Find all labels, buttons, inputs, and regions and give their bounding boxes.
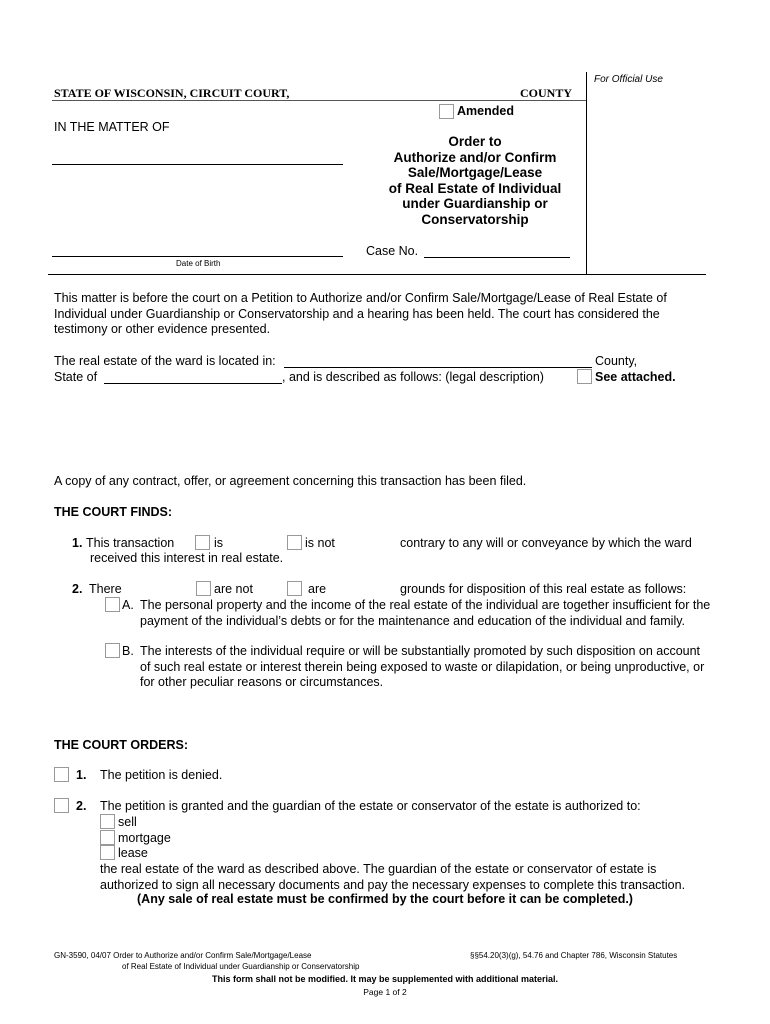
county-line[interactable]	[284, 367, 592, 368]
matter-name-line[interactable]	[52, 164, 343, 165]
order-2-line: the real estate of the ward as described above. The guardian of the estate or conservator of estate is	[100, 862, 657, 876]
title-line: of Real Estate of Individual	[388, 180, 562, 196]
intro-line: testimony or other evidence presented.	[54, 322, 271, 336]
document-title	[370, 134, 580, 228]
intro-line: This matter is before the court on a Petition to Authorize and/or Confirm Sale/Mortgage/Lease of Real Estate of	[54, 291, 667, 305]
statutes: §§54.20(3)(g), 54.76 and Chapter 786, Wisconsin Statutes	[470, 951, 678, 960]
order-2-number: 2.	[76, 799, 87, 813]
court-finds-heading: THE COURT FINDS:	[54, 505, 173, 519]
mortgage-checkbox[interactable]	[100, 830, 115, 845]
sell-label: sell	[118, 815, 137, 829]
finding-2-tail: grounds for disposition of this real estate as follows:	[400, 582, 687, 596]
case-no-line[interactable]	[424, 257, 570, 258]
county-label: COUNTY	[520, 86, 573, 100]
ground-a-text	[140, 598, 710, 629]
ground-a-checkbox[interactable]	[105, 597, 120, 612]
ground-b-label: B.	[122, 644, 134, 658]
official-use-divider	[586, 72, 587, 274]
form-id	[54, 950, 359, 972]
modification-notice: This form shall not be modified. It may be supplemented with additional material.	[211, 974, 559, 984]
see-attached-label: See attached.	[595, 370, 676, 384]
amended-checkbox[interactable]	[439, 104, 454, 119]
court-label: STATE OF WISCONSIN, CIRCUIT COURT,	[54, 86, 290, 100]
order-1-text: The petition is denied.	[100, 768, 223, 782]
ground-a-line: payment of the individual’s debts or for the maintenance and education of the individual and family.	[140, 613, 686, 628]
are-checkbox[interactable]	[287, 581, 302, 596]
title-line: under Guardianship or	[402, 196, 548, 212]
ground-b-text	[140, 644, 704, 691]
ground-b-line: of such real estate or interest therein being exposed to waste or dilapidation, or being unproductive, or	[140, 659, 705, 674]
are-not-label: are not	[214, 582, 253, 596]
page-number: Page 1 of 2	[363, 987, 407, 997]
order-1-number: 1.	[76, 768, 87, 782]
ground-b-line: The interests of the individual require or will be substantially promoted by such disposition on account	[140, 644, 701, 658]
case-no-label: Case No.	[366, 244, 419, 258]
ground-b-line: for other peculiar reasons or circumstances.	[140, 675, 384, 689]
court-orders-heading: THE COURT ORDERS:	[54, 738, 189, 752]
dob-label: Date of Birth	[176, 259, 221, 268]
sell-checkbox[interactable]	[100, 814, 115, 829]
court-underline	[52, 100, 586, 101]
order-1-checkbox[interactable]	[54, 767, 69, 782]
dob-line[interactable]	[52, 256, 343, 257]
location-prefix: The real estate of the ward is located in:	[54, 354, 276, 368]
order-2-checkbox[interactable]	[54, 798, 69, 813]
title-line: Sale/Mortgage/Lease	[407, 165, 543, 181]
copy-filed-text: A copy of any contract, offer, or agreement concerning this transaction has been filed.	[54, 474, 527, 488]
title-line: Authorize and/or Confirm	[393, 149, 557, 165]
finding-2-lead: There	[89, 582, 122, 596]
order-2-body	[100, 862, 685, 893]
title-line: Order to	[448, 134, 502, 149]
see-attached-checkbox[interactable]	[577, 369, 592, 384]
is-label: is	[214, 536, 224, 550]
confirmation-notice: (Any sale of real estate must be confirmed by the court before it can be completed.)	[137, 892, 633, 906]
are-label: are	[308, 582, 327, 596]
form-id-line: of Real Estate of Individual under Guardianship or Conservatorship	[122, 962, 360, 971]
mortgage-label: mortgage	[118, 831, 171, 845]
ground-a-line: The personal property and the income of the real estate of the individual are together insufficient for the	[140, 598, 711, 612]
finding-1-lead: This transaction	[86, 536, 175, 550]
is-not-label: is not	[305, 536, 335, 550]
header-bottom-rule	[48, 274, 706, 275]
legal-desc-label: , and is described as follows: (legal description)	[282, 370, 544, 384]
amended-label: Amended	[457, 104, 514, 118]
ground-a-label: A.	[122, 598, 134, 612]
lease-label: lease	[118, 846, 148, 860]
lease-checkbox[interactable]	[100, 845, 115, 860]
county-suffix: County,	[595, 354, 638, 368]
finding-1-line2: received this interest in real estate.	[90, 551, 284, 565]
finding-2-number: 2.	[72, 582, 83, 596]
state-line[interactable]	[104, 383, 282, 384]
finding-1-number: 1.	[72, 536, 83, 550]
intro-paragraph	[54, 291, 667, 338]
finding-1-tail: contrary to any will or conveyance by which the ward	[400, 536, 692, 550]
intro-line: Individual under Guardianship or Conservatorship and a hearing has been held. The court has considered the	[54, 306, 660, 321]
in-matter-label: IN THE MATTER OF	[54, 120, 170, 134]
official-use-label: For Official Use	[594, 74, 663, 85]
ground-b-checkbox[interactable]	[105, 643, 120, 658]
order-2-text: The petition is granted and the guardian of the estate or conservator of the estate is authorized to:	[100, 799, 641, 813]
is-not-checkbox[interactable]	[287, 535, 302, 550]
order-2-line: authorized to sign all necessary documents and pay the necessary expenses to complete this transaction.	[100, 877, 686, 892]
are-not-checkbox[interactable]	[196, 581, 211, 596]
form-id-line: GN-3590, 04/07 Order to Authorize and/or Confirm Sale/Mortgage/Lease	[54, 951, 312, 960]
is-checkbox[interactable]	[195, 535, 210, 550]
title-line: Conservatorship	[421, 211, 529, 227]
state-prefix: State of	[54, 370, 98, 384]
